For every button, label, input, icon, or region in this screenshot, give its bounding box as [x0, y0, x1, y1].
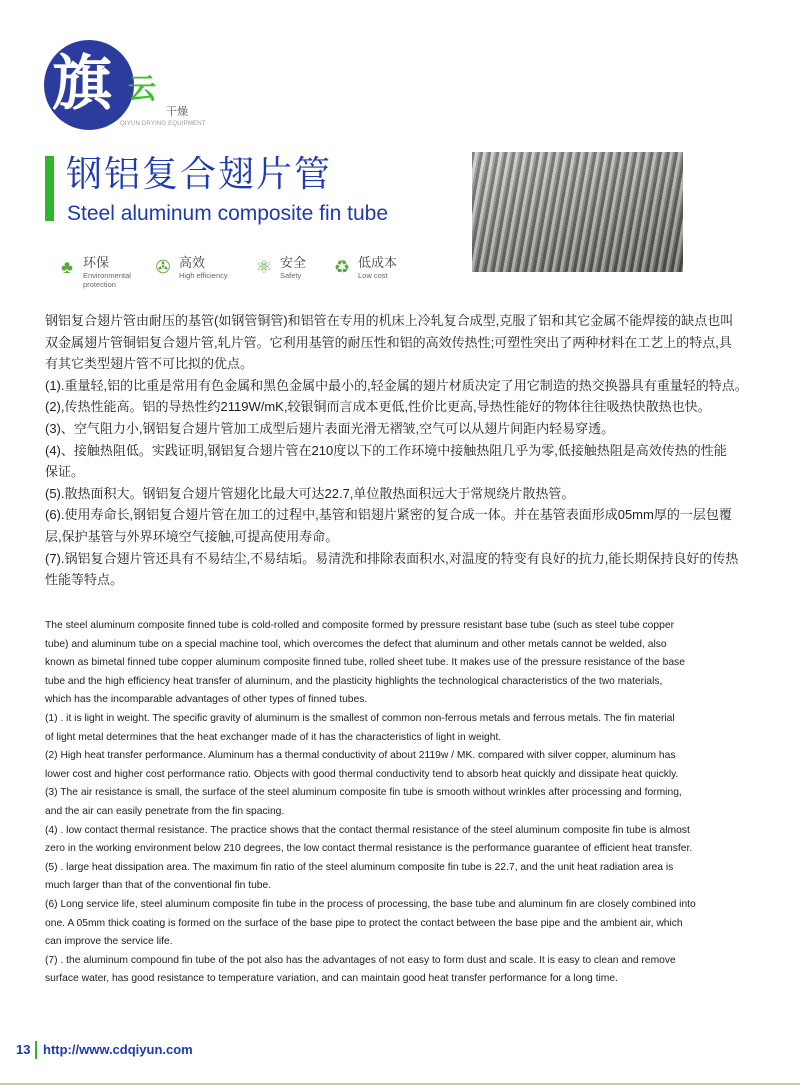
product-photo	[472, 152, 683, 272]
text-line: of light metal determines that the heat exchanger made of it has the characteristics of light in weight.	[45, 731, 502, 743]
text-line: surface water, has good resistance to temperature variation, and can maintain good heat transfer performance for a long time.	[45, 973, 618, 985]
tree-icon: ♣	[61, 257, 73, 277]
text-line: tube) and aluminum tube on a special machine tool, which overcomes the defect that aluminum and other metals cannot be welded, also	[45, 638, 667, 650]
logo-character: 旗	[52, 52, 112, 116]
feature-en: Environmental protection	[83, 271, 131, 289]
text-line: zero in the working environment below 210 degrees, the low contact thermal resistance is the performance guarantee of efficient heat transfer.	[45, 843, 693, 855]
feature-en: High efficiency	[179, 271, 228, 280]
text-line: (6) Long service life, steel aluminum composite fin tube in the process of processing, the base tube and aluminum fin are closely combined into	[45, 898, 696, 910]
english-description	[45, 617, 785, 989]
text-line: (4)、接触热阻低。实践证明,钢铝复合翅片管在210度以下的工作环境中接触热阻几乎为零,低接触热阻是高效传热的性能	[45, 442, 727, 458]
text-line: (5).散热面积大。钢铝复合翅片管翅化比最大可达22.7,单位散热面积远大于常规绕片散热管。	[45, 485, 575, 501]
feature-cn: 安全	[280, 255, 307, 270]
text-line: one. A 05mm thick coating is formed on the surface of the base pipe to protect the contact between the base pipe and the ambient air, which	[45, 917, 683, 929]
text-line: known as bimetal finned tube copper aluminum composite finned tube, rolled sheet tube. It makes use of the pressure resistance of the base	[45, 657, 685, 669]
feature-low-cost	[331, 255, 397, 280]
text-line: (4) . low contact thermal resistance. The practice shows that the contact thermal resistance of the steel aluminum composite fin tube is almost	[45, 824, 690, 836]
feature-cn: 高效	[179, 255, 206, 270]
text-line: (7).锅铝复合翅片管还具有不易结尘,不易结垢。易清洗和排除表面积水,对温度的特变有良好的抗力,能长期保持良好的传热	[45, 550, 739, 566]
text-line: (3) The air resistance is small, the surface of the steel aluminum composite fin tube is smooth without wrinkles after processing and forming,	[45, 787, 682, 799]
title-accent-bar	[45, 156, 54, 221]
text-line: (2),传热性能高。铝的导热性约2119W/mK,较银铜而言成本更低,性价比更高,导热性能好的物体往往吸热快散热也快。	[45, 399, 711, 415]
text-line: 性能等特点。	[45, 572, 124, 588]
text-line: much larger than that of the conventional fin tube.	[45, 880, 272, 892]
logo-en-text: QIYUN DRYING EQUIPMENT	[120, 121, 206, 127]
footer-divider	[35, 1041, 37, 1059]
feature-en: Low cost	[358, 271, 388, 280]
text-line: 双金属翅片管铜铝复合翅片管,轧片管。它利用基管的耐压性和铝的高效传热性;可塑性突出了两种材料在工艺上的特点,具	[45, 334, 732, 350]
text-line: 层,保护基管与外界环境空气接触,可提高使用寿命。	[45, 528, 339, 544]
feature-cn: 环保	[83, 255, 110, 270]
feature-efficiency	[152, 255, 228, 280]
logo-green-character: 云	[128, 73, 157, 104]
chinese-description	[45, 310, 785, 591]
website-link[interactable]: http://www.cdqiyun.com	[43, 1042, 193, 1057]
logo-cn-text: 干燥	[166, 106, 188, 118]
text-line: 有其它类型翅片管不可比拟的优点。	[45, 356, 254, 372]
feature-en: Safety	[280, 271, 302, 280]
text-line: lower cost and higher cost performance ratio. Objects with good thermal conductivity tend to absorb heat quickly and dissipate heat quickly.	[45, 768, 679, 780]
text-line: (6).使用寿命长,钢铝复合翅片管在加工的过程中,基管和铝翅片紧密的复合成一体。并在基管表面形成05mm厚的一层包覆	[45, 507, 732, 523]
feature-environmental	[56, 255, 145, 289]
text-line: 钢铝复合翅片管由耐压的基管(如钢管铜管)和铝管在专用的机床上冷轧复合成型,克服了铝和其它金属不能焊接的缺点也叫	[45, 313, 734, 328]
page-title-en: Steel aluminum composite fin tube	[67, 202, 388, 225]
feature-safety	[253, 255, 306, 280]
fan-icon: ✇	[155, 257, 171, 277]
text-line: can improve the service life.	[45, 936, 173, 948]
text-line: and the air can easily penetrate from the fin spacing.	[45, 805, 285, 817]
text-line: 保证。	[45, 464, 85, 480]
text-line: tube and the high efficiency heat transfer of aluminum, and the plasticity highlights the technological characteristics of the two materials,	[45, 675, 663, 687]
text-line: (1) . it is light in weight. The specific gravity of aluminum is the smallest of common non-ferrous metals and ferrous metals. The fin material	[45, 712, 675, 724]
recycle-icon: ♻	[333, 257, 351, 277]
text-line: (7) . the aluminum compound fin tube of the pot also has the advantages of not easy to form dust and scale. It is easy to clean and remove	[45, 954, 676, 966]
text-line: (2) High heat transfer performance. Aluminum has a thermal conductivity of about 2119w / MK. compared with silver copper, aluminum has	[45, 750, 676, 762]
page-number: 13	[16, 1042, 31, 1057]
text-line: (3)、空气阻力小,钢铝复合翅片管加工成型后翅片表面光滑无褶皱,空气可以从翅片间距内轻易穿透。	[45, 420, 615, 436]
text-line: which has the incomparable advantages of other types of finned tubes.	[45, 694, 368, 706]
text-line: The steel aluminum composite finned tube is cold-rolled and composite formed by pressure resistant base tube (such as steel tube copper	[45, 620, 675, 631]
text-line: (1).重量轻,铝的比重是常用有色金属和黑色金属中最小的,轻金属的翅片材质决定了用它制造的热交换器具有重量轻的特点。	[45, 377, 748, 393]
atom-icon: ⚛	[255, 257, 273, 277]
text-line: (5) . large heat dissipation area. The maximum fin ratio of the steel aluminum composite fin tube is 22.7, and the unit heat radiation area is	[45, 861, 674, 873]
feature-cn: 低成本	[358, 255, 398, 270]
page-title-cn: 钢铝复合翅片管	[66, 153, 333, 194]
